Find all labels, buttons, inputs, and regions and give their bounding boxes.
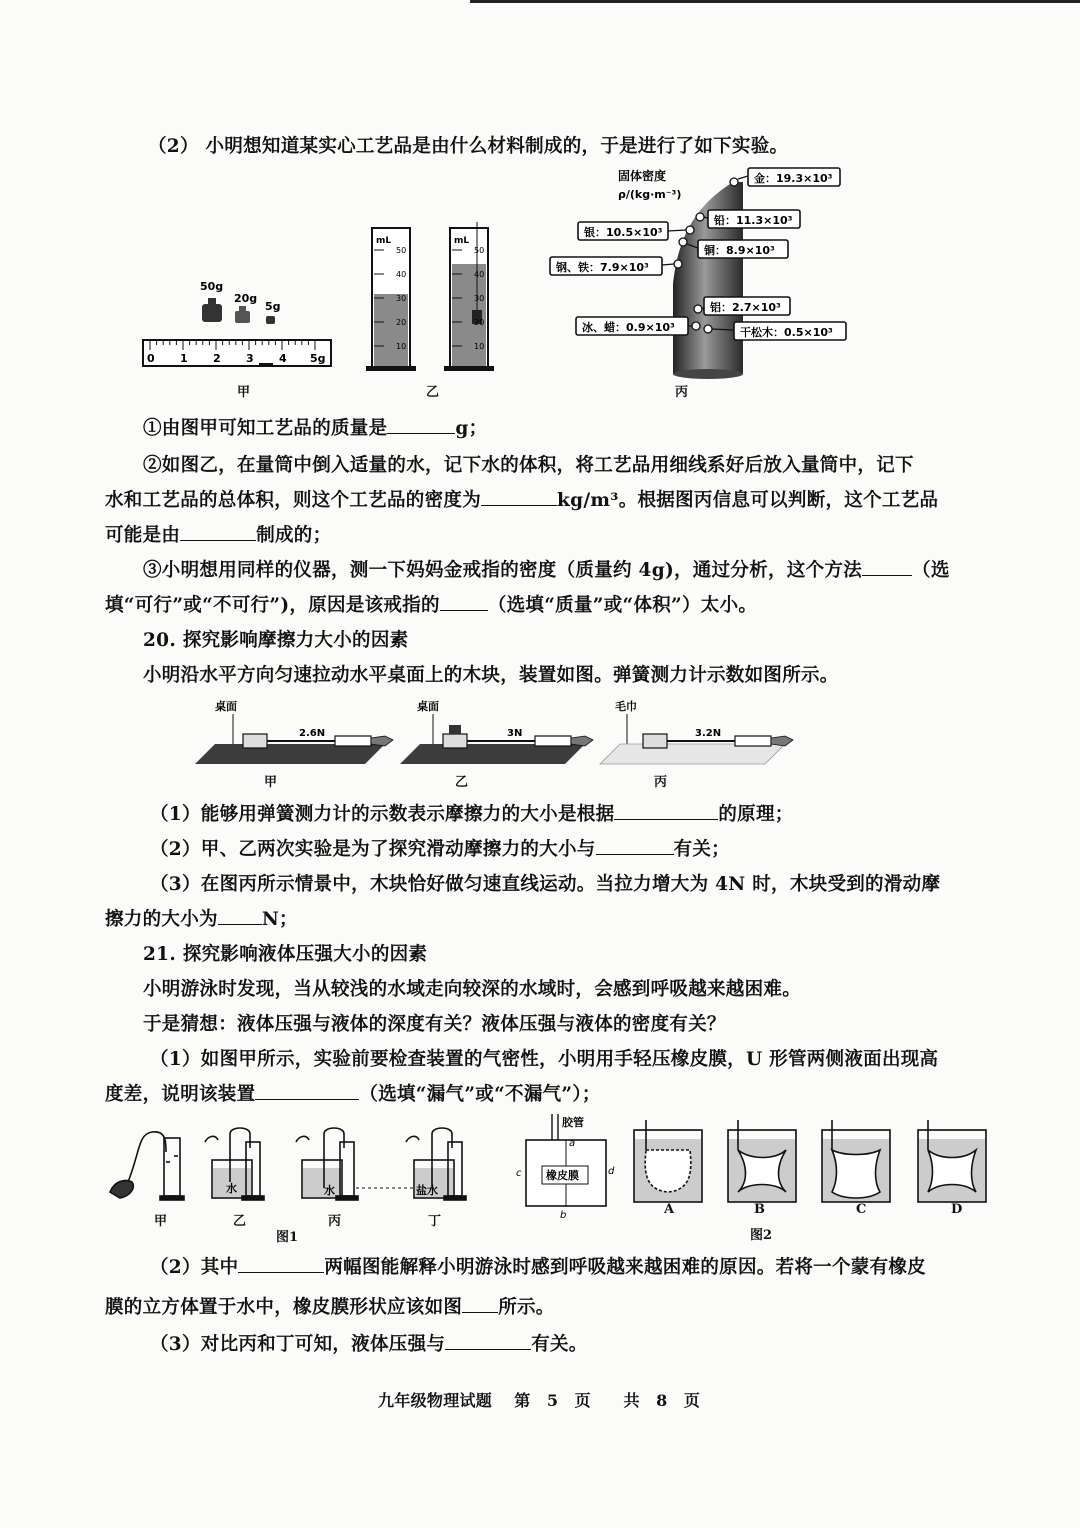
fig2-label-a: A <box>664 1202 675 1217</box>
option-b <box>728 1120 796 1202</box>
blank-mass[interactable] <box>387 415 455 434</box>
q21-p3: （3）对比丙和丁可知，液体压强与 有关。 <box>150 1330 588 1356</box>
cylinder-left <box>366 228 416 371</box>
svg-text:mL: mL <box>376 236 392 246</box>
ruler-slider <box>259 363 273 367</box>
blank-feasible[interactable] <box>862 557 912 576</box>
friction-setup-bing <box>600 699 793 764</box>
svg-text:d: d <box>608 1166 615 1177</box>
gauge-jia <box>110 1132 184 1200</box>
weight-label-50g: 50g <box>200 280 224 293</box>
svg-text:3: 3 <box>246 352 254 365</box>
q20-p2: （2）甲、乙两次实验是为了探究滑动摩擦力的大小与 有关； <box>150 835 730 861</box>
weight-label-5g: 5g <box>265 300 281 313</box>
q21-title: 21. 探究影响液体压强大小的因素 <box>143 944 428 965</box>
svg-text:1: 1 <box>180 352 188 365</box>
liquid-label-ding: 盐水 <box>416 1184 438 1197</box>
fig2-label-b: B <box>754 1202 765 1217</box>
q21-p2-line2: 膜的立方体置于水中，橡皮膜形状应该如图 所示。 <box>105 1293 555 1319</box>
svg-text:2: 2 <box>213 352 221 365</box>
fig2-caption: 图2 <box>750 1228 773 1243</box>
blank-quantity[interactable] <box>440 592 488 611</box>
density-label-copper: 铜：8.9×10³ <box>704 244 775 257</box>
friction-setup-jia <box>195 699 393 764</box>
blank-shape-option[interactable] <box>462 1294 498 1313</box>
svg-text:桌面: 桌面 <box>215 700 237 713</box>
svg-text:30: 30 <box>474 294 485 303</box>
svg-text:30: 30 <box>396 294 407 303</box>
q19-part2-intro: （2） 小明想知道某实心工艺品是由什么材料制成的，于是进行了如下实验。 <box>148 136 789 157</box>
weight-50g-icon <box>202 304 222 322</box>
fig-label-bing-20: 丙 <box>654 775 668 790</box>
density-unit: ρ/(kg·m⁻³) <box>618 188 682 201</box>
friction-setup-yi <box>400 699 593 764</box>
svg-text:40: 40 <box>474 270 485 279</box>
option-a <box>634 1120 702 1202</box>
pressure-gauge-figure-1 <box>100 1112 500 1212</box>
fig1-label-ding: 丁 <box>428 1214 442 1229</box>
fig-label-yi-19: 乙 <box>426 385 440 400</box>
q19-s1: ①由图甲可知工艺品的质量是 g； <box>143 414 487 440</box>
friction-figure <box>195 696 795 772</box>
blank-two-figures[interactable] <box>238 1254 324 1273</box>
liquid-label-bing: 水 <box>324 1184 335 1197</box>
svg-text:4: 4 <box>279 352 287 365</box>
q20-intro: 小明沿水平方向匀速拉动水平桌面上的木块，装置如图。弹簧测力计示数如图所示。 <box>143 665 839 686</box>
fig1-label-jia: 甲 <box>154 1214 168 1229</box>
blank-material[interactable] <box>180 522 256 541</box>
q19-s3-line1: ③小明想用同样的仪器，测一下妈妈金戒指的密度（质量约 4g)，通过分析，这个方法 （选 <box>143 556 950 582</box>
svg-text:a: a <box>569 1138 576 1149</box>
density-title: 固体密度 <box>618 169 667 183</box>
svg-text:3N: 3N <box>507 728 523 739</box>
q20-p1: （1）能够用弹簧测力计的示数表示摩擦力的大小是根据 的原理； <box>150 800 794 826</box>
option-d <box>918 1120 986 1202</box>
blank-density[interactable] <box>481 487 557 506</box>
fig2-label-d: D <box>951 1202 963 1217</box>
fig-label-bing-19: 丙 <box>675 385 689 400</box>
density-label-silver: 银：10.5×10³ <box>584 226 663 239</box>
q19-s2-line2: 水和工艺品的总体积，则这个工艺品的密度为 kg/m³。根据图丙信息可以判断，这个工艺品 <box>105 486 938 512</box>
svg-text:20: 20 <box>474 318 485 327</box>
cylinder-right <box>444 222 494 371</box>
svg-text:3.2N: 3.2N <box>695 728 722 739</box>
svg-text:20: 20 <box>396 318 407 327</box>
ruler <box>143 340 331 366</box>
svg-text:毛巾: 毛巾 <box>615 700 637 713</box>
density-label-steel: 钢、铁：7.9×10³ <box>556 261 649 274</box>
balance-figure <box>138 270 338 380</box>
svg-text:c: c <box>516 1168 522 1179</box>
q20-p3-line1: （3）在图丙所示情景中，木块恰好做匀速直线运动。当拉力增大为 4N 时，木块受到的滑动摩 <box>150 874 941 895</box>
q19-s2-line3: 可能是由 制成的； <box>105 521 331 547</box>
weight-label-20g: 20g <box>234 292 258 305</box>
cylinders-figure <box>362 222 502 374</box>
svg-text:mL: mL <box>454 236 470 246</box>
q21-p1-line1: （1）如图甲所示，实验前要检查装置的气密性，小明用手轻压橡皮膜，U 形管两侧液面出现高 <box>150 1049 939 1070</box>
svg-text:50: 50 <box>474 246 485 255</box>
svg-text:0: 0 <box>147 352 155 365</box>
blank-airtight[interactable] <box>255 1081 359 1100</box>
page-footer: 九年级物理试题 第 5 页 共 8 页 <box>378 1391 701 1410</box>
svg-text:2.6N: 2.6N <box>299 728 326 739</box>
membrane-shapes-figure <box>630 1120 1000 1210</box>
fig-label-yi-20: 乙 <box>455 775 469 790</box>
svg-text:b: b <box>560 1210 567 1221</box>
q21-intro1: 小明游泳时发现，当从较浅的水域走向较深的水域时，会感到呼吸越来越困难。 <box>143 979 802 1000</box>
svg-text:5g: 5g <box>310 352 326 365</box>
q21-p2-line1: （2）其中 两幅图能解释小明游泳时感到呼吸越来越困难的原因。若将一个蒙有橡皮 <box>150 1253 926 1279</box>
q20-p3-line2: 擦力的大小为 N； <box>105 905 298 931</box>
density-label-ice: 冰、蜡：0.9×10³ <box>582 321 675 334</box>
weight-20g-icon <box>235 311 250 323</box>
density-label-lead: 铅：11.3×10³ <box>714 214 793 227</box>
q20-title: 20. 探究影响摩擦力大小的因素 <box>143 630 409 651</box>
density-label-aluminum: 铝：2.7×10³ <box>710 301 781 314</box>
fig1-label-bing: 丙 <box>328 1214 342 1229</box>
q21-p1-line2: 度差，说明该装置 （选填“漏气”或“不漏气”）； <box>105 1080 601 1106</box>
q19-s3-line2: 填“可行”或“不可行”)，原因是该戒指的 （选填“质量”或“体积”）太小。 <box>105 591 757 617</box>
weight-5g-icon <box>266 316 275 324</box>
blank-factor[interactable] <box>596 836 674 855</box>
svg-text:桌面: 桌面 <box>417 700 439 713</box>
density-label-pine: 干松木：0.5×10³ <box>740 326 833 339</box>
svg-text:50: 50 <box>396 246 407 255</box>
density-figure <box>548 164 858 380</box>
option-c <box>822 1120 890 1202</box>
svg-text:40: 40 <box>396 270 407 279</box>
svg-text:10: 10 <box>396 342 407 351</box>
cube-figure <box>512 1112 622 1222</box>
top-border <box>470 0 1080 3</box>
fig-label-jia-19: 甲 <box>237 385 251 400</box>
fig1-caption: 图1 <box>276 1230 299 1245</box>
density-label-gold: 金：19.3×10³ <box>754 172 833 185</box>
fig1-label-yi: 乙 <box>233 1214 247 1229</box>
fig-label-jia-20: 甲 <box>264 775 278 790</box>
label-tube: 胶管 <box>562 1116 584 1129</box>
blank-friction-force[interactable] <box>218 906 262 925</box>
blank-principle[interactable] <box>614 801 718 820</box>
blank-pressure-factor[interactable] <box>445 1331 531 1350</box>
svg-text:10: 10 <box>474 342 485 351</box>
q19-s2-line1: ②如图乙，在量筒中倒入适量的水，记下水的体积，将工艺品用细线系好后放入量筒中，记下 <box>143 455 914 476</box>
liquid-label-yi: 水 <box>226 1182 237 1195</box>
label-membrane: 橡皮膜 <box>546 1169 579 1182</box>
q21-intro2: 于是猜想：液体压强与液体的深度有关？液体压强与液体的密度有关？ <box>143 1014 726 1035</box>
fig2-label-c: C <box>856 1202 867 1217</box>
